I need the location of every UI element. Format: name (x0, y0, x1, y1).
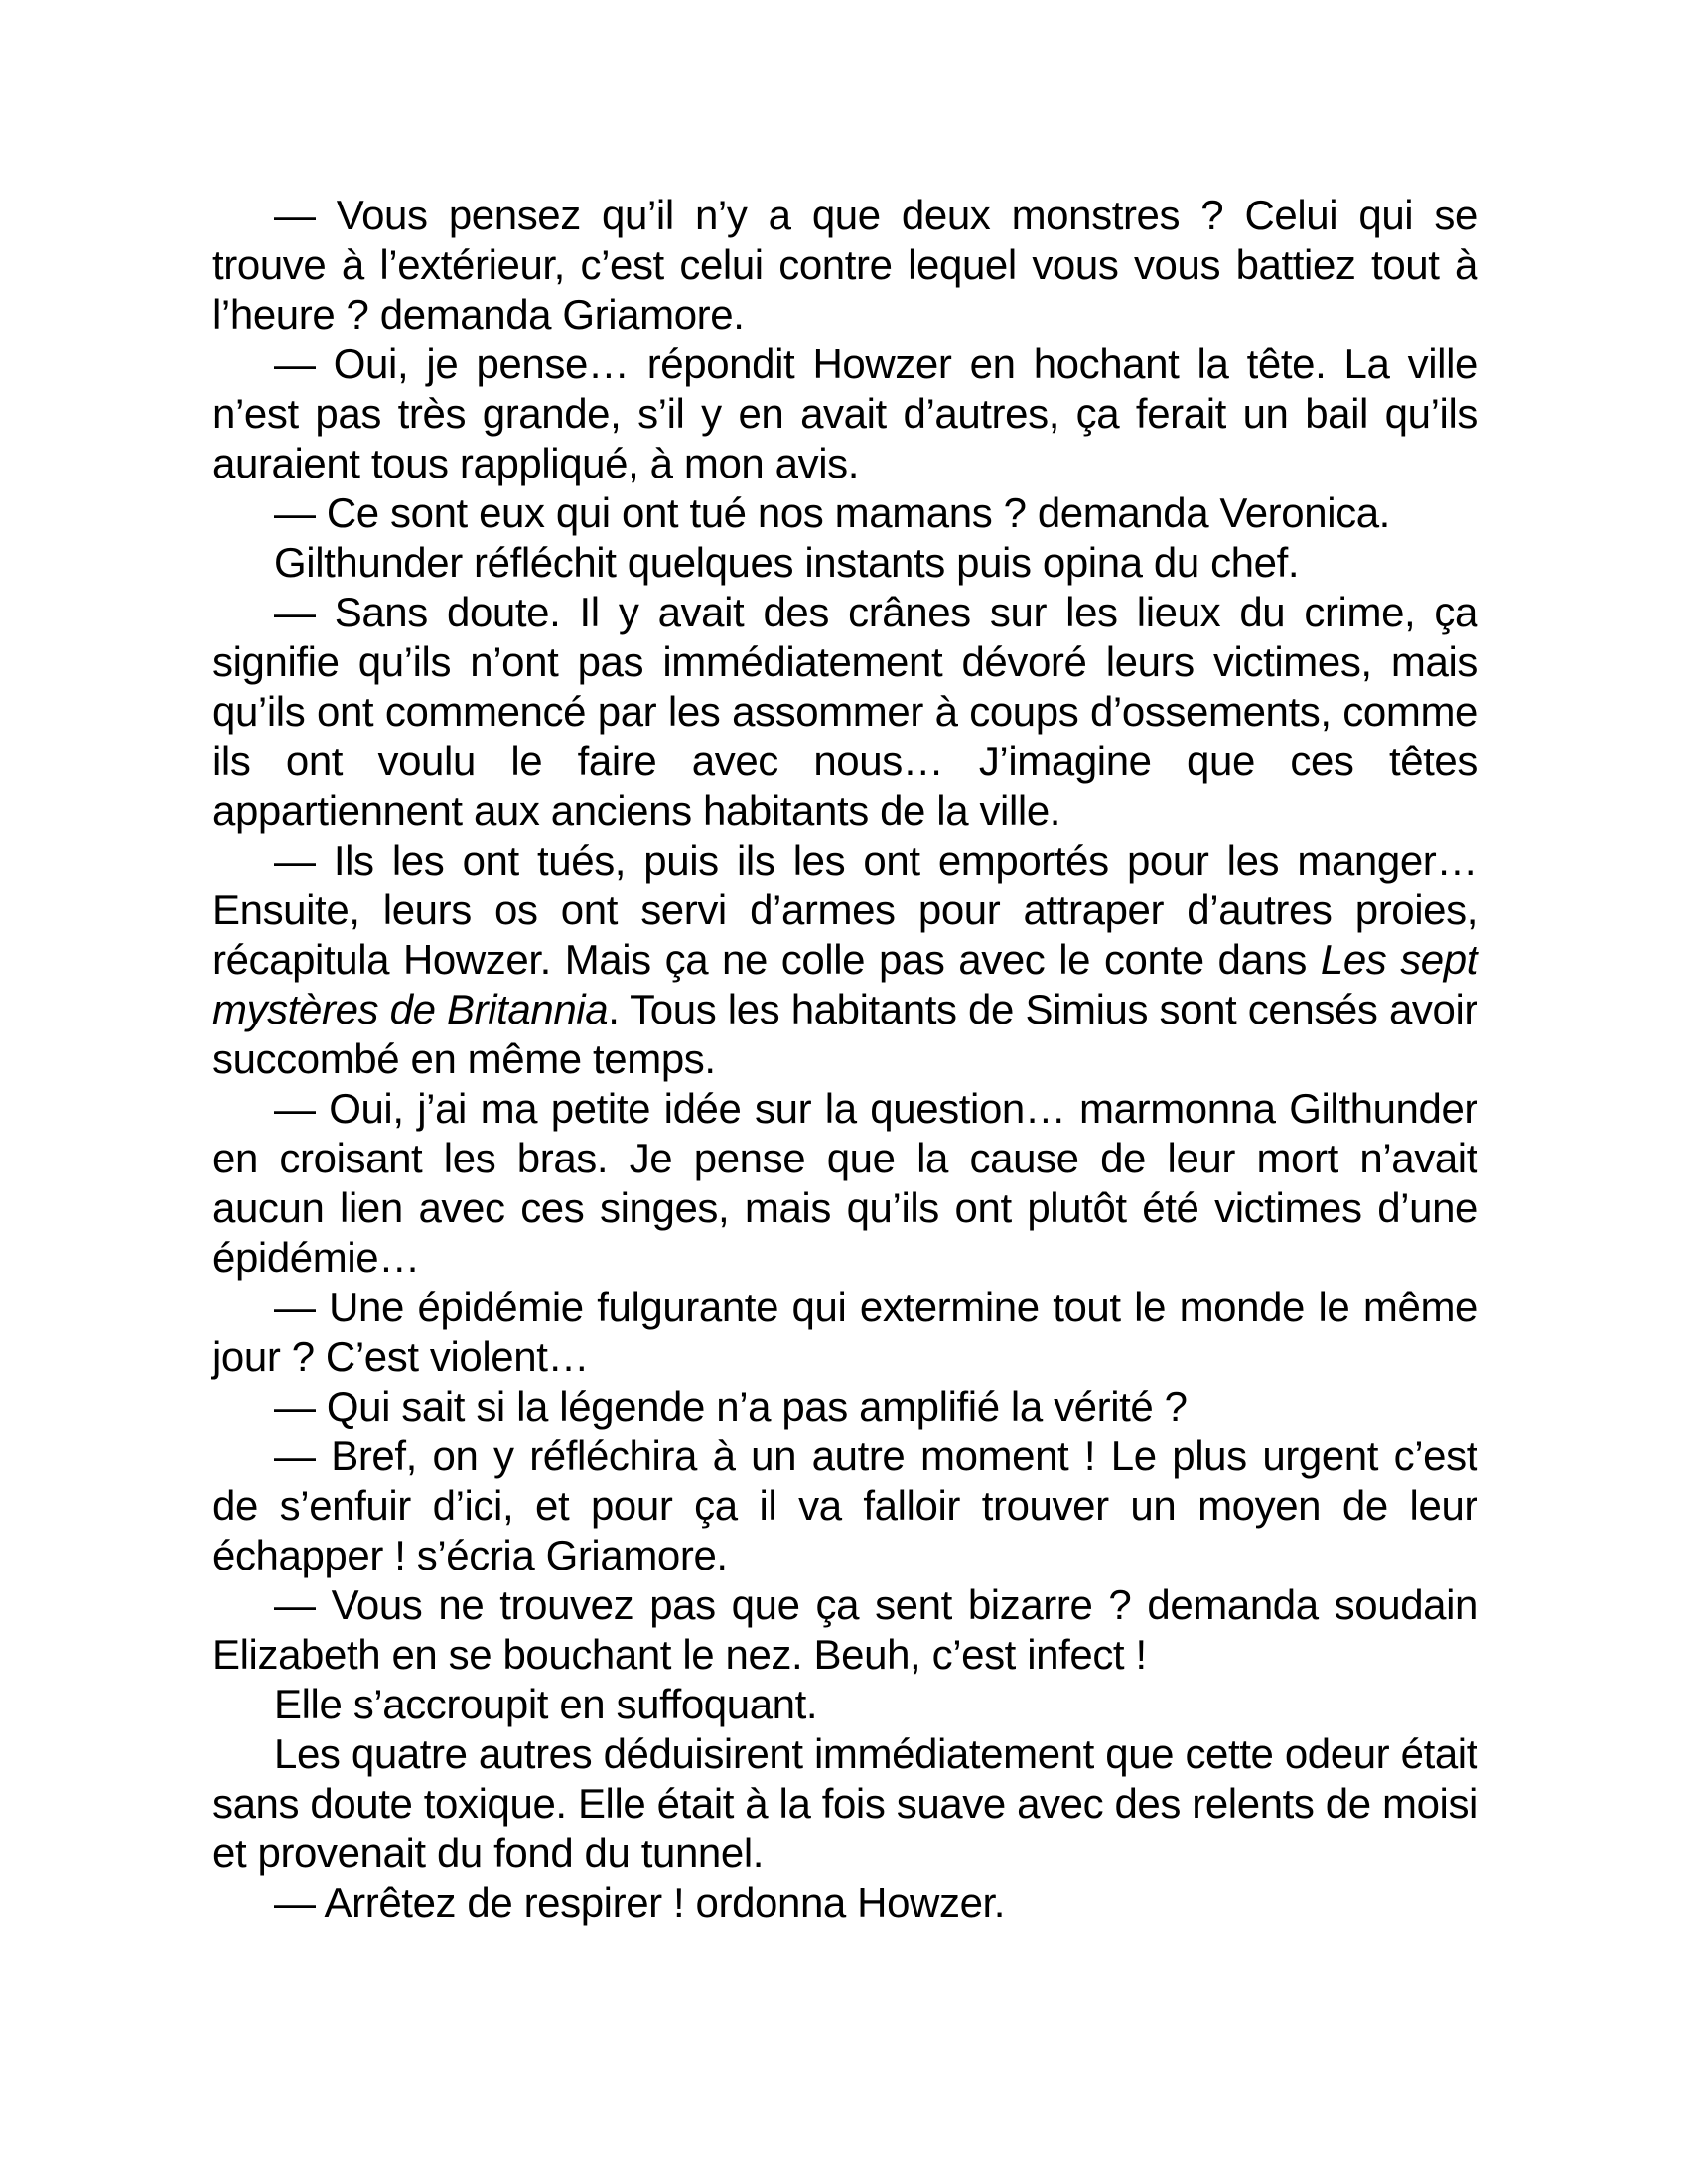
paragraph-06-pre: — Ils les ont tués, puis ils les ont emportés pour les manger… Ensuite, leurs os ont servi d’armes pour attraper d’autres proies, récapitula Howzer. Mais ça ne colle pas avec le conte dans (212, 837, 1477, 983)
paragraph-07: — Oui, j’ai ma petite idée sur la question… marmonna Gilthunder en croisant les bras. Je pense que la cause de leur mort n’avait aucun lien avec ces singes, mais qu’ils ont plutôt été victimes d’une épidémie… (212, 1085, 1477, 1281)
paragraph-08: — Une épidémie fulgurante qui extermine tout le monde le même jour ? C’est violent… (212, 1284, 1477, 1380)
paragraph-01: — Vous pensez qu’il n’y a que deux monstres ? Celui qui se trouve à l’extérieur, c’est celui contre lequel vous vous battiez tout à l’heure ? demanda Griamore. (212, 192, 1477, 338)
paragraph-10: — Bref, on y réfléchira à un autre moment ! Le plus urgent c’est de s’enfuir d’ici, et pour ça il va falloir trouver un moyen de leur échapper ! s’écria Griamore. (212, 1433, 1477, 1578)
paragraph-06-post: . Tous les habitants de Simius sont censés avoir succombé en même temps. (212, 986, 1477, 1082)
book-title-italic: Les sept mystères de Britannia (212, 936, 1477, 1032)
paragraph-04: Gilthunder réfléchit quelques instants puis opina du chef. (274, 539, 1300, 586)
paragraph-05: — Sans doute. Il y avait des crânes sur les lieux du crime, ça signifie qu’ils n’ont pas immédiatement dévoré leurs victimes, mais qu’ils ont commencé par les assommer à coups d’ossements, comme ils ont voulu le faire avec nous… J’imagine que ces têtes appartiennent aux anciens habitants de la ville. (212, 589, 1477, 834)
paragraph-13: Les quatre autres déduisirent immédiatement que cette odeur était sans doute toxique. Elle était à la fois suave avec des relents de moisi et provenait du fond du tunnel. (212, 1730, 1477, 1876)
paragraph-02: — Oui, je pense… répondit Howzer en hochant la tête. La ville n’est pas très grande, s’il y en avait d’autres, ça ferait un bail qu’ils auraient tous rappliqué, à mon avis. (212, 341, 1477, 486)
paragraph-11: — Vous ne trouvez pas que ça sent bizarre ? demanda soudain Elizabeth en se bouchant le nez. Beuh, c’est infect ! (212, 1581, 1477, 1678)
paragraph-06 (212, 836, 1477, 1084)
paragraph-14: — Arrêtez de respirer ! ordonna Howzer. (274, 1879, 1006, 1926)
paragraph-12: Elle s’accroupit en suffoquant. (274, 1681, 818, 1727)
paragraph-03: — Ce sont eux qui ont tué nos mamans ? demanda Veronica. (274, 489, 1390, 536)
paragraph-09: — Qui sait si la légende n’a pas amplifié la vérité ? (274, 1383, 1188, 1430)
page-text-block (212, 191, 1477, 1928)
